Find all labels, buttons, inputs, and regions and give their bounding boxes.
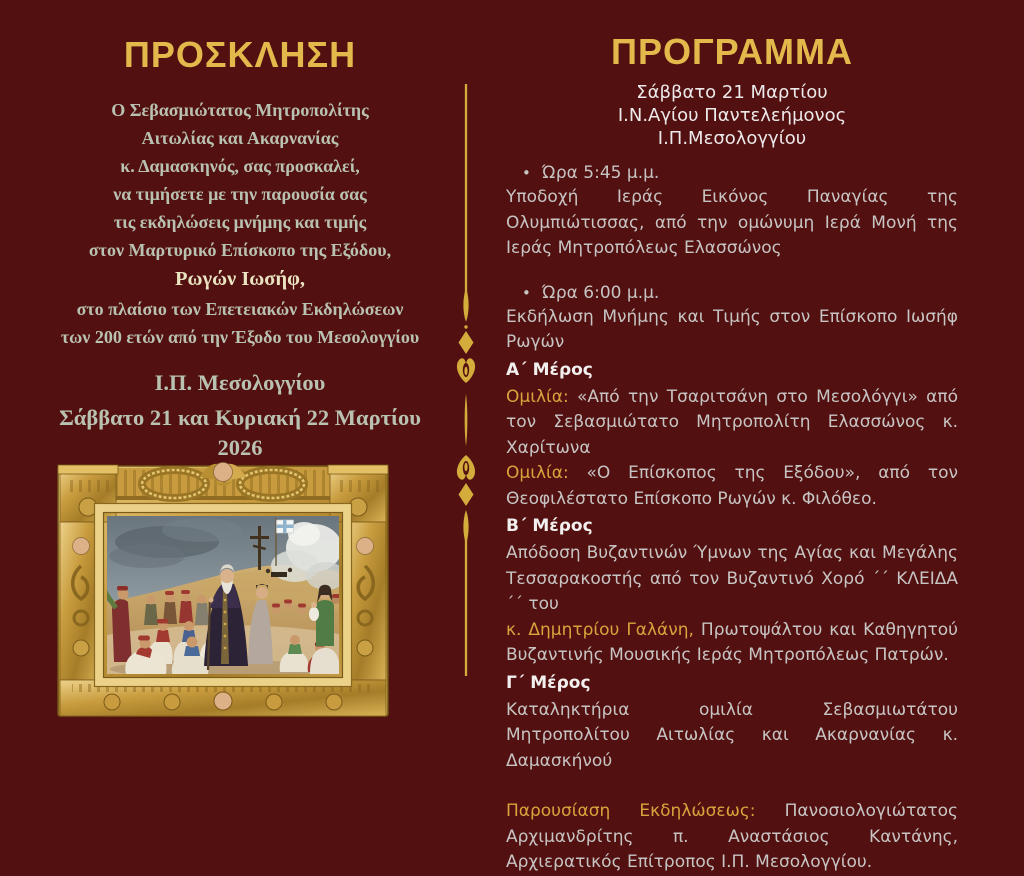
part-b-text (506, 541, 958, 669)
part-b-choir-director: κ. Δημητρίου Γαλάνη, (506, 619, 694, 640)
slot2-time: Ώρα 6:00 μ.μ. (541, 282, 660, 303)
slot1-time-row (522, 163, 958, 183)
program-date: Σάββατο 21 Μαρτίου (636, 82, 828, 103)
slot2-time-row (522, 283, 958, 303)
program-venue (506, 81, 958, 150)
speech-2-label: Ομιλία: (506, 463, 569, 483)
presentation-text: Πανοσιολογιώτατος Αρχιμανδρίτης π. Αναστάσιος Καντάνης, Αρχιερατικός Επίτροπος Ι.Π. Μεσολογγίου. (506, 801, 959, 872)
invitation-location: Ι.Π. Μεσολογγίου (154, 370, 326, 395)
presentation-credit (506, 799, 958, 876)
part-c-text: Καταληκτήρια ομιλία Σεβασμιωτάτου Μητροπολίτου Αιτωλίας και Ακαρνανίας κ. Δαμασκήνού (506, 699, 958, 771)
invitation-line: στον Μαρτυρικό Επίσκοπο της Εξόδου, (88, 240, 392, 260)
program-church: Ι.Ν.Αγίου Παντελεήμονος (617, 105, 847, 126)
presentation-label: Παρουσίαση Εκδηλώσεως: (506, 801, 756, 821)
invitation-title: ΠΡΟΣΚΛΗΣΗ (123, 34, 357, 75)
part-c-label: Γ΄ Μέρος (506, 672, 591, 693)
bullet-icon: • (522, 283, 531, 302)
part-b-label: Β΄ Μέρος (506, 516, 593, 536)
slot1-time: Ώρα 5:45 μ.μ. (541, 163, 660, 183)
part-b-text-before: Απόδοση Βυζαντινών Ύμνων της Αγίας και Μεγάλης Τεσσαρακοστής από τον Βυζαντινό Χορό ΄΄ ΚΛΕΙΔΑ ΄΄ του (506, 543, 958, 614)
invitation-line: Αιτωλίας και Ακαρνανίας (141, 128, 339, 148)
part-b-text-after: Πρωτοψάλτου και Καθηγητού Βυζαντινής Μουσικής Ιεράς Μητροπόλεως Πατρών. (506, 619, 959, 665)
invitation-line: τις εκδηλώσεις μνήμης και τιμής (113, 212, 367, 232)
slot2-description: Εκδήλωση Μνήμης και Τιμής στον Επίσκοπο Ιωσήφ Ρωγών (506, 306, 958, 352)
bullet-icon: • (522, 164, 531, 182)
speech-2 (506, 461, 958, 512)
invitation-line: των 200 ετών από την Έξοδο του Μεσολογγίου (60, 327, 420, 347)
speech-1-text: «Από την Τσαριτσάνη στο Μεσολόγγι» από τον Σεβασμιώτατο Μητροπολίτη Ελασσώνος κ. Χαρίτωνα (506, 386, 959, 458)
invitation-line: κ. Δαμασκηνός, σας προσκαλεί, (120, 156, 360, 176)
invitation-line: στο πλαίσιο των Επετειακών Εκδηλώσεων (76, 299, 404, 319)
program-panel (506, 30, 958, 876)
invitation-panel (40, 33, 440, 463)
part-a-label: Α΄ Μέρος (506, 359, 593, 380)
honoree-name: Ρωγών Ιωσήφ, (174, 268, 306, 290)
program-title: ΠΡΟΓΡΑΜΜΑ (611, 31, 853, 72)
speech-1 (506, 385, 958, 462)
invitation-dates: Σάββατο 21 και Κυριακή 22 Μαρτίου 2026 (59, 405, 421, 460)
ornamental-divider-icon (451, 84, 481, 676)
speech-1-label: Ομιλία: (506, 386, 569, 407)
invitation-body (40, 96, 440, 351)
speech-2-text: «Ο Επίσκοπος της Εξόδου», από τον Θεοφιλέστατο Επίσκοπο Ρωγών κ. Φιλόθεο. (506, 463, 958, 509)
invitation-line: να τιμήσετε με την παρουσία σας (113, 184, 367, 204)
exodus-of-messolonghi-painting (52, 450, 394, 724)
invitation-line: Ο Σεβασμιώτατος Μητροπολίτης (111, 100, 369, 120)
slot1-description: Υποδοχή Ιεράς Εικόνος Παναγίας της Ολυμπιώτισσας, από την ομώνυμη Ιερά Μονή της Ιεράς Μητροπόλεως Ελασσώνος (506, 187, 958, 258)
program-town: Ι.Π.Μεσολογγίου (657, 128, 807, 149)
